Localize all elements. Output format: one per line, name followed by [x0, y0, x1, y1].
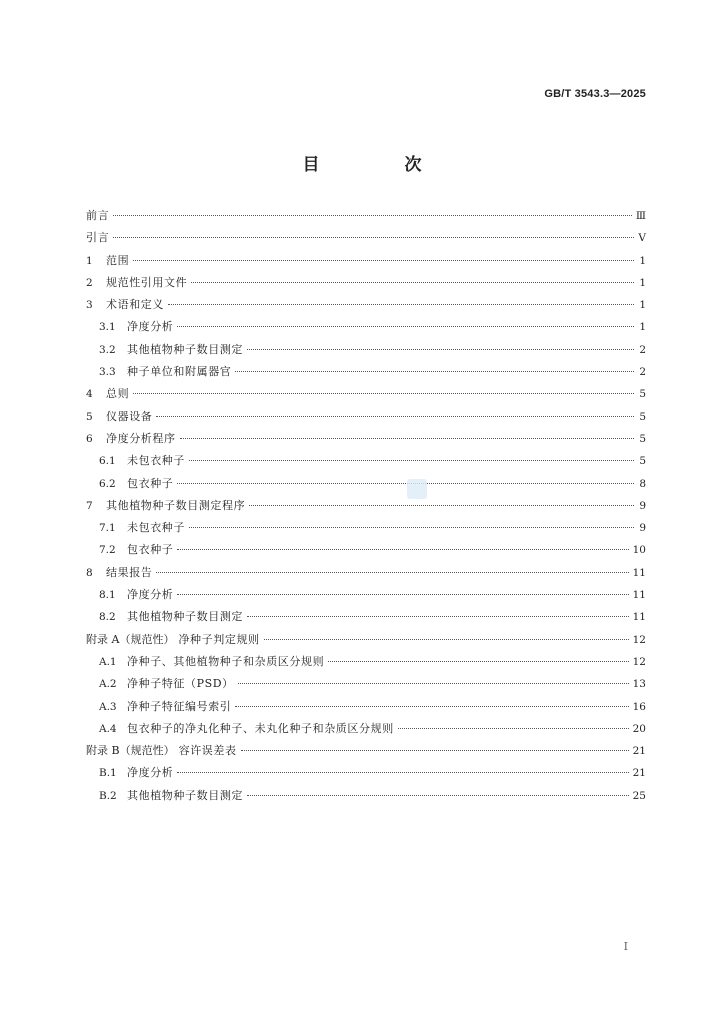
page-title: 目 次	[302, 155, 456, 175]
dot-leader	[191, 282, 634, 283]
toc-entry-label: 包衣种子的净丸化种子、未丸化种子和杂质区分规则	[127, 721, 394, 735]
toc-entry-label: 术语和定义	[106, 298, 164, 312]
toc-entry-label: 范围	[106, 253, 130, 267]
toc-entry-page: Ⅴ	[638, 232, 646, 245]
toc-entry[interactable]	[86, 272, 646, 294]
toc-entry[interactable]	[86, 428, 646, 450]
toc-entry-label: 其他植物种子数目测定	[127, 610, 243, 624]
dot-leader	[189, 527, 634, 528]
toc-entry[interactable]	[86, 227, 646, 249]
toc-entry-number: A.1	[99, 655, 117, 668]
toc-entry-label: 引言	[86, 231, 110, 245]
toc-entry[interactable]	[86, 406, 646, 428]
toc-entry-number: 1	[86, 254, 93, 267]
toc-entry-label: 未包衣种子	[127, 454, 185, 468]
dot-leader	[168, 304, 634, 305]
toc-entry[interactable]	[86, 361, 646, 383]
toc-entry-page: 13	[632, 678, 646, 691]
toc-entry[interactable]	[86, 473, 646, 495]
toc-entry[interactable]	[86, 495, 646, 517]
dot-leader	[177, 772, 628, 773]
toc-entry-number: B.1	[99, 767, 117, 780]
toc-entry-page: 12	[632, 655, 646, 668]
toc-entry-label: 种子单位和附属器官	[127, 365, 232, 379]
toc-entry-page: 2	[639, 366, 646, 379]
dot-leader	[189, 460, 634, 461]
toc-entry-label: 前言	[86, 209, 110, 222]
toc-entry-page: 20	[632, 722, 646, 735]
toc-entry-page: 12	[632, 633, 646, 646]
toc-entry-page: 10	[632, 544, 646, 557]
toc-entry[interactable]	[86, 629, 646, 651]
toc-entry-label: 净度分析程序	[106, 431, 176, 445]
toc-entry-page: 5	[639, 432, 646, 445]
toc-entry-page: 21	[632, 767, 646, 780]
toc-entry-label: 净种子判定规则	[178, 632, 260, 646]
toc-entry-number: 6.2	[99, 477, 116, 490]
dot-leader	[177, 326, 634, 327]
toc-entry-page: 11	[632, 611, 646, 624]
dot-leader	[238, 683, 629, 684]
toc-entry[interactable]	[86, 740, 646, 762]
toc-entry-label: 净种子特征编号索引	[127, 699, 232, 713]
toc-entry-page: 11	[632, 566, 646, 579]
toc-entry-page: 2	[639, 343, 646, 356]
toc-entry-number: 8	[86, 566, 93, 579]
toc-entry-number: B.2	[99, 789, 117, 802]
toc-entry-label: 净度分析	[127, 766, 174, 780]
toc-entry[interactable]	[86, 517, 646, 539]
dot-leader	[113, 215, 632, 216]
toc-entry[interactable]	[86, 785, 646, 807]
toc-entry-label: 总则	[106, 387, 130, 401]
toc-entry-page: 5	[639, 388, 646, 401]
dot-leader	[177, 483, 634, 484]
toc-entry-page: 21	[632, 745, 646, 758]
toc-entry-label: 净种子、其他植物种子和杂质区分规则	[127, 654, 325, 668]
toc-entry-number: 6.1	[99, 455, 116, 468]
toc-entry-number: 7.1	[99, 522, 116, 535]
watermark-logo-icon	[407, 479, 427, 499]
toc-entry[interactable]	[86, 606, 646, 628]
toc-entry-page: 1	[639, 321, 646, 334]
toc-entry[interactable]	[86, 673, 646, 695]
toc-entry-page: 5	[639, 410, 646, 423]
standard-code: GB/T 3543.3—2025	[544, 88, 646, 100]
toc-entry-page: 8	[639, 477, 646, 490]
toc-entry-label: 其他植物种子数目测定	[127, 342, 243, 356]
dot-leader	[235, 371, 634, 372]
dot-leader	[156, 416, 634, 417]
toc-entry-label: 净度分析	[127, 320, 174, 334]
toc-entry[interactable]	[86, 696, 646, 718]
toc-entry[interactable]	[86, 383, 646, 405]
dot-leader	[247, 795, 629, 796]
toc-entry-page: 9	[639, 499, 646, 512]
toc-entry[interactable]	[86, 651, 646, 673]
toc-entry-label: 包衣种子	[127, 476, 174, 490]
table-of-contents	[86, 205, 646, 807]
toc-entry[interactable]	[86, 562, 646, 584]
toc-entry-label: 其他植物种子数目测定程序	[106, 498, 246, 512]
toc-entry-number: 附录 A（规范性）	[86, 632, 175, 646]
toc-entry[interactable]	[86, 762, 646, 784]
dot-leader	[247, 349, 634, 350]
toc-entry-label: 净度分析	[127, 588, 174, 602]
toc-entry[interactable]	[86, 316, 646, 338]
dot-leader	[328, 661, 628, 662]
toc-entry-label: 容许误差表	[178, 744, 237, 758]
footer-page-number: Ⅰ	[623, 940, 628, 953]
dot-leader	[235, 706, 628, 707]
toc-entry-number: 3.1	[99, 321, 116, 334]
toc-entry-label: 包衣种子	[127, 543, 174, 557]
toc-entry-label: 未包衣种子	[127, 521, 185, 535]
toc-entry[interactable]	[86, 205, 646, 227]
toc-entry-page: 11	[632, 589, 646, 602]
toc-entry-number: 3	[86, 299, 93, 312]
toc-entry-label: 规范性引用文件	[106, 275, 188, 289]
toc-entry[interactable]	[86, 339, 646, 361]
toc-entry-number: 3.2	[99, 343, 116, 356]
toc-entry-page: 25	[632, 789, 646, 802]
dot-leader	[398, 728, 629, 729]
toc-entry-number: A.2	[99, 678, 117, 691]
toc-entry[interactable]	[86, 584, 646, 606]
toc-entry[interactable]	[86, 250, 646, 272]
toc-entry-number: 8.2	[99, 611, 116, 624]
toc-entry-page: 5	[639, 455, 646, 468]
dot-leader	[177, 549, 628, 550]
dot-leader	[133, 260, 634, 261]
toc-entry-number: 5	[86, 410, 93, 423]
toc-entry-number: A.4	[99, 722, 117, 735]
toc-entry-page: 16	[632, 700, 646, 713]
dot-leader	[177, 594, 628, 595]
dot-leader	[133, 393, 634, 394]
toc-entry-number: A.3	[99, 700, 117, 713]
toc-entry-number: 附录 B（规范性）	[86, 744, 175, 758]
toc-entry-number: 3.3	[99, 366, 116, 379]
toc-entry-page: 1	[639, 276, 646, 289]
toc-entry-page: 1	[639, 254, 646, 267]
toc-entry-number: 7	[86, 499, 93, 512]
dot-leader	[249, 505, 634, 506]
toc-entry-label: 净种子特征（PSD）	[127, 677, 234, 691]
toc-entry-label: 其他植物种子数目测定	[127, 788, 243, 802]
dot-leader	[180, 438, 634, 439]
toc-entry-number: 4	[86, 388, 93, 401]
dot-leader	[264, 639, 629, 640]
toc-entry[interactable]	[86, 450, 646, 472]
toc-entry-page: 9	[639, 522, 646, 535]
toc-entry-number: 7.2	[99, 544, 116, 557]
toc-entry-page: Ⅲ	[635, 210, 646, 222]
toc-entry[interactable]	[86, 294, 646, 316]
toc-entry-label: 仪器设备	[106, 409, 153, 423]
toc-entry[interactable]	[86, 718, 646, 740]
toc-entry-label: 结果报告	[106, 565, 153, 579]
dot-leader	[241, 750, 629, 751]
toc-entry-number: 6	[86, 432, 93, 445]
toc-entry-number: 8.1	[99, 589, 116, 602]
toc-entry[interactable]	[86, 539, 646, 561]
dot-leader	[247, 616, 629, 617]
toc-entry-number: 2	[86, 276, 93, 289]
toc-entry-page: 1	[639, 299, 646, 312]
dot-leader	[113, 237, 634, 238]
dot-leader	[156, 572, 628, 573]
